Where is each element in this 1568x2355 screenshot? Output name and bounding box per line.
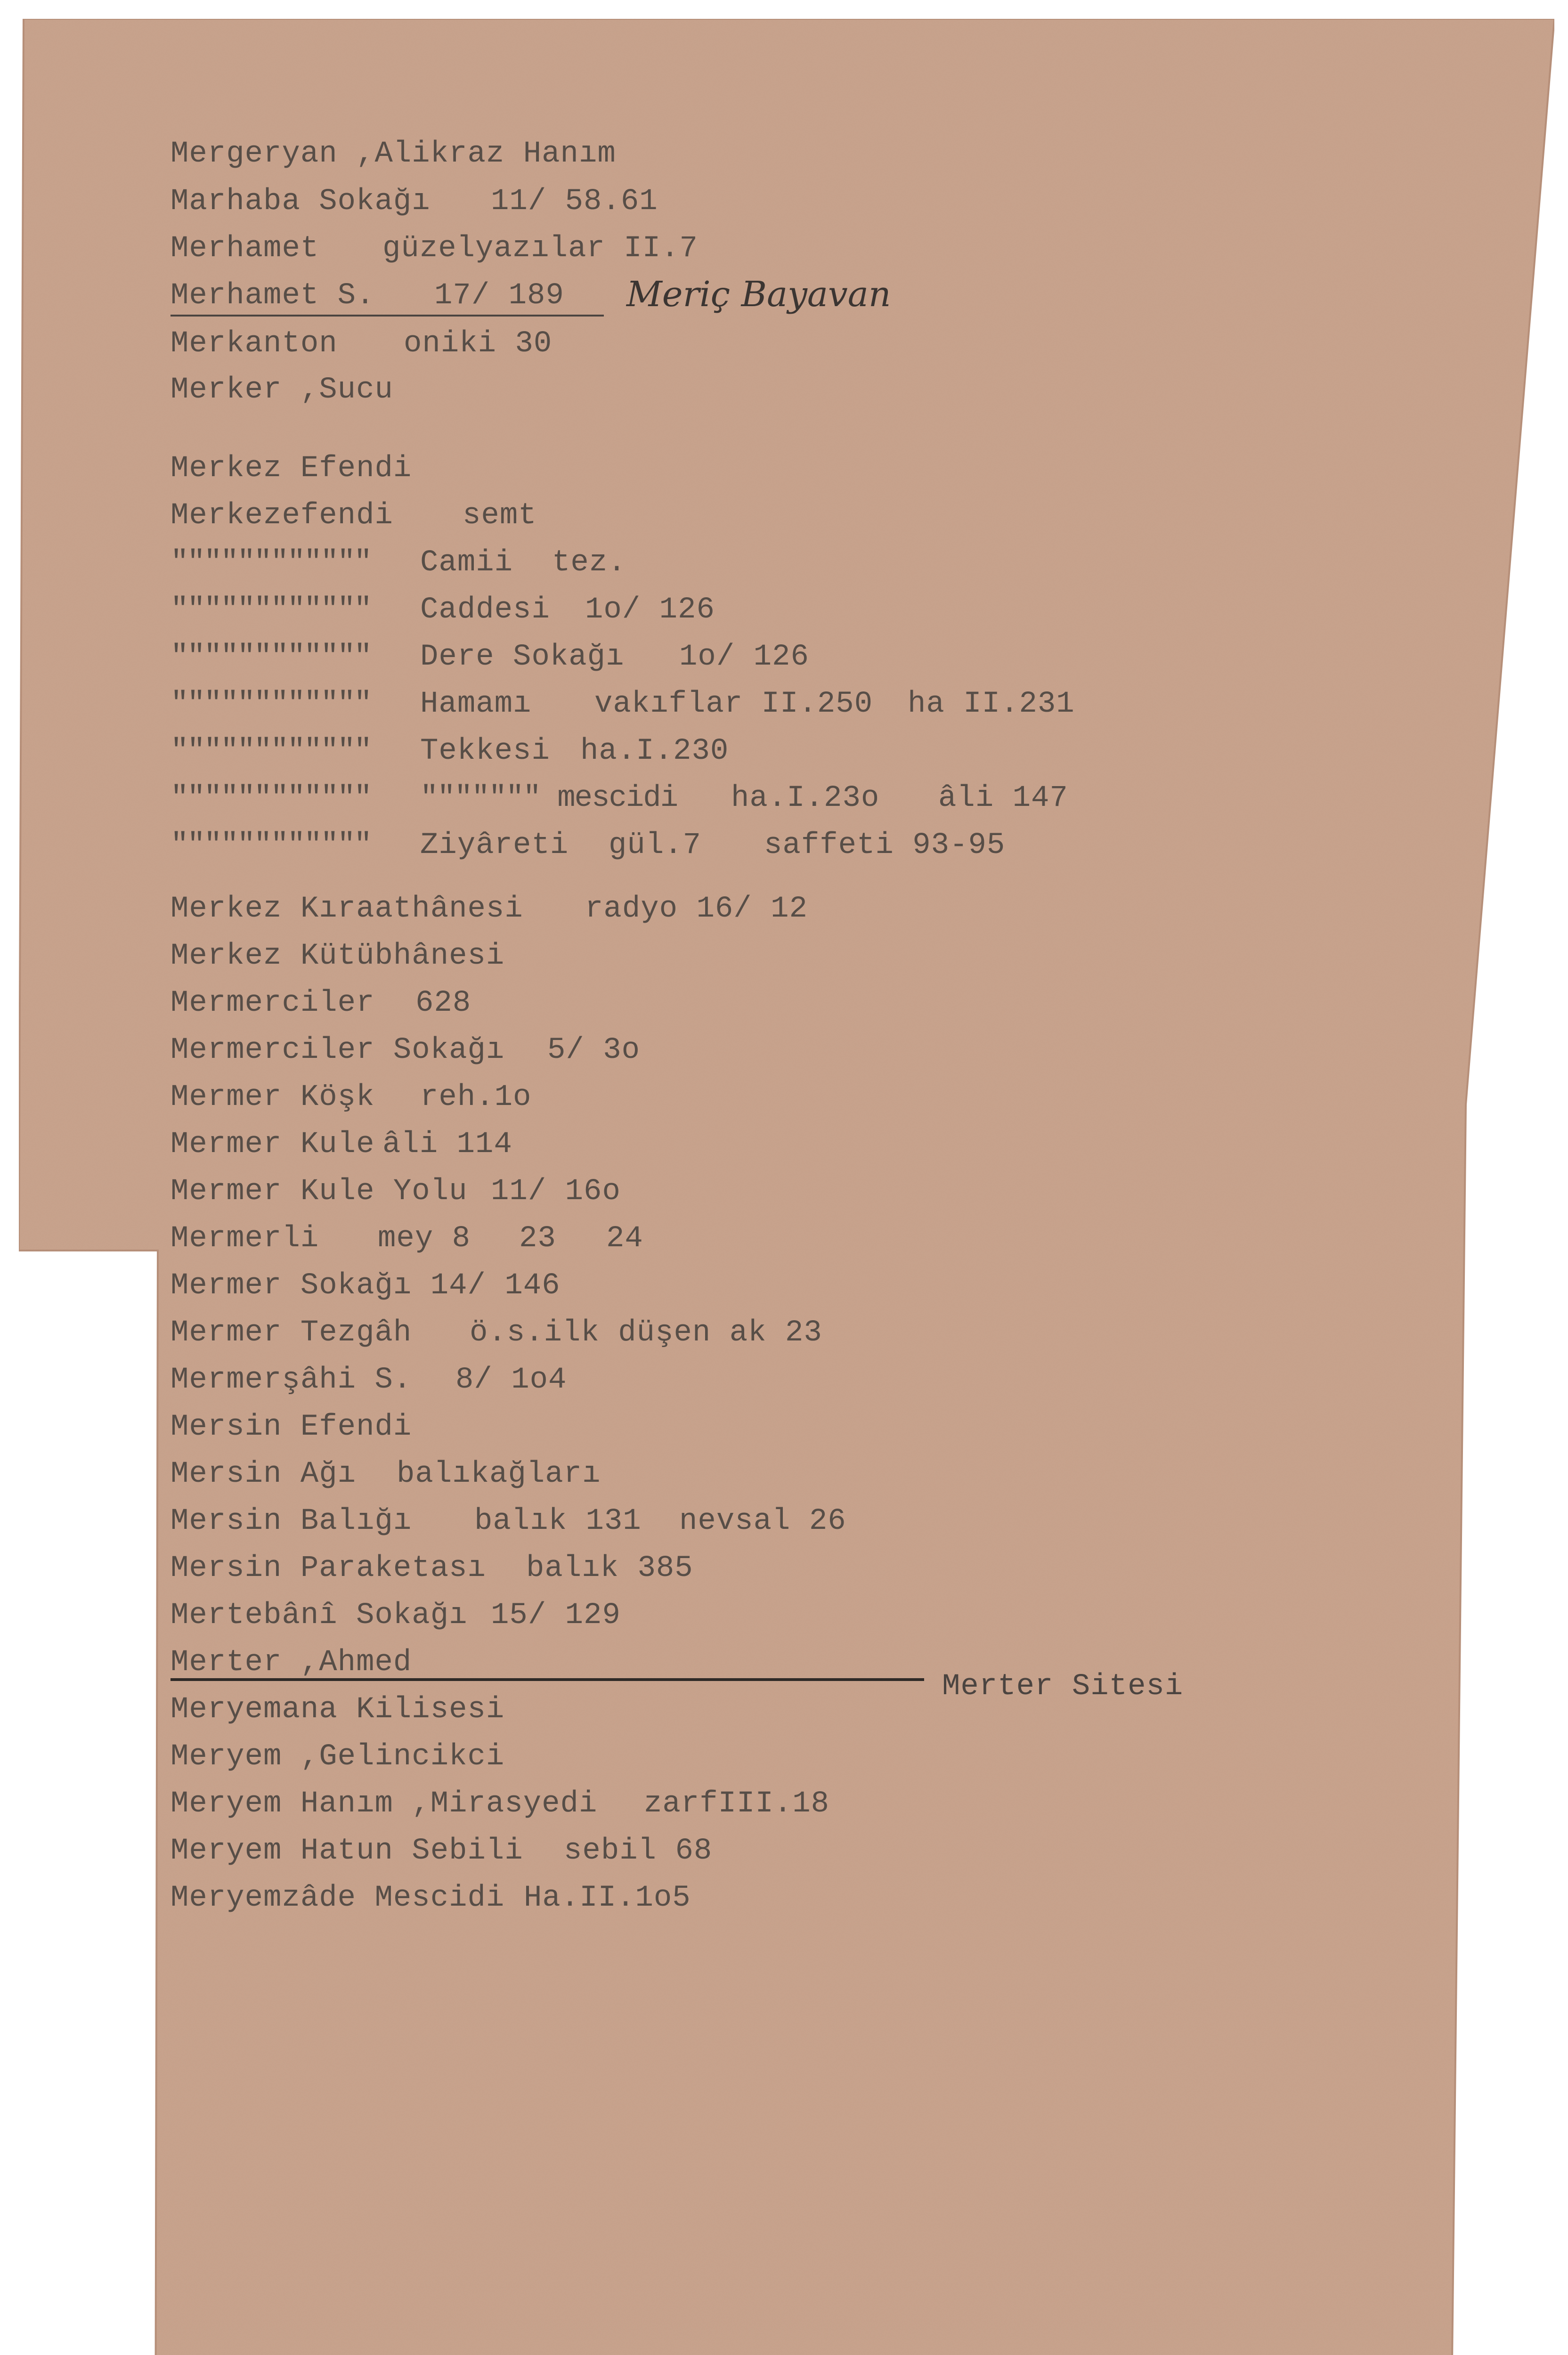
entry-18-name: Mermerciler xyxy=(171,986,375,1020)
entry-9-name: Camii xyxy=(420,546,513,580)
entry-19-ref: 5/ 3o xyxy=(547,1033,641,1067)
entry-23-name: Mermerli xyxy=(171,1222,319,1256)
entry-28-ref: balıkağları xyxy=(397,1457,601,1491)
entry-24-name: Mermer Sokağı 14/ 146 xyxy=(171,1269,561,1303)
entry-2-name: Marhaba Sokağı xyxy=(171,185,431,219)
entry-27-name: Mersin Efendi xyxy=(171,1410,412,1444)
entry-36-name: Meryem Hatun Sebili xyxy=(171,1834,523,1868)
entry-25-ref: ö.s.ilk düşen ak 23 xyxy=(470,1316,822,1350)
entry-11-name: Dere Sokağı xyxy=(420,640,625,674)
entry-17-name: Merkez Kütübhânesi xyxy=(171,939,505,973)
entry-32-name: Merter ,Ahmed xyxy=(171,1646,412,1680)
entry-35-name: Meryem Hanım ,Mirasyedi xyxy=(171,1787,598,1821)
entry-16-name: Merkez Kıraathânesi xyxy=(171,892,523,926)
entry-37-ref: Ha.II.1o5 xyxy=(524,1881,691,1915)
entry-35-ref: zarfIII.18 xyxy=(644,1787,830,1821)
entry-19-name: Mermerciler Sokağı xyxy=(171,1033,505,1067)
entry-21-ref: âli 114 xyxy=(382,1128,512,1161)
entry-15-ref-2: saffeti 93-95 xyxy=(764,828,1006,862)
entry-20-ref: reh.1o xyxy=(420,1080,532,1114)
entry-14-ref-1: ha.I.23o xyxy=(731,781,880,815)
entry-21-name: Mermer Kule xyxy=(171,1128,375,1161)
entry-20-name: Mermer Köşk xyxy=(171,1080,375,1114)
entry-9-ditto: """""""""""" xyxy=(171,546,371,580)
entry-26-name: Mermerşâhi S. xyxy=(171,1363,412,1397)
entry-4-ref: 17/ 189 xyxy=(434,279,564,313)
entry-30-ref: balık 385 xyxy=(526,1551,693,1585)
entry-11-ref: 1o/ 126 xyxy=(679,640,809,674)
entry-16-ref: radyo 16/ 12 xyxy=(585,892,808,926)
entry-29-ref-2: nevsal 26 xyxy=(679,1504,846,1538)
entry-13-ref: ha.I.230 xyxy=(580,734,729,768)
entry-15-ref-1: gül.7 xyxy=(609,828,702,862)
entry-23-ref-1: mey 8 xyxy=(378,1222,471,1256)
entry-14-ref-2: âli 147 xyxy=(938,781,1068,815)
entry-14-name: """"""" mescidi xyxy=(420,781,678,815)
entry-29-name: Mersin Balığı xyxy=(171,1504,412,1538)
entry-31-name: Mertebânî Sokağı xyxy=(171,1599,468,1632)
entry-36-ref: sebil 68 xyxy=(564,1834,713,1868)
entry-4-underline xyxy=(171,315,604,317)
entry-26-ref: 8/ 1o4 xyxy=(455,1363,567,1397)
side-note: Merter Sitesi xyxy=(942,1670,1184,1704)
entry-13-ditto: """""""""""" xyxy=(171,734,371,768)
entry-10-ref: 1o/ 126 xyxy=(585,593,715,627)
entry-34-name: Meryem ,Gelincikci xyxy=(171,1740,505,1774)
entry-25-name: Mermer Tezgâh xyxy=(171,1316,412,1350)
entry-6-name: Merker ,Sucu xyxy=(171,373,393,407)
entry-12-ref-2: ha II.231 xyxy=(908,687,1075,721)
entry-29-ref-1: balık 131 xyxy=(474,1504,642,1538)
entry-11-ditto: """""""""""" xyxy=(171,640,371,674)
entry-5-name: Merkanton xyxy=(171,327,338,361)
entry-28-name: Mersin Ağı xyxy=(171,1457,357,1491)
entry-9-ref: tez. xyxy=(552,546,626,580)
entry-15-ditto: """""""""""" xyxy=(171,828,371,862)
entry-3-name: Merhamet xyxy=(171,232,319,266)
entry-23-ref-3: 24 xyxy=(606,1222,643,1256)
entry-22-name: Mermer Kule Yolu xyxy=(171,1175,468,1209)
entry-8-name: Merkezefendi xyxy=(171,499,393,533)
entry-23-ref-2: 23 xyxy=(519,1222,556,1256)
handwritten-note: Meriç Bayavan xyxy=(626,274,891,315)
entry-37 xyxy=(171,1879,691,2030)
entry-31-ref: 15/ 129 xyxy=(491,1599,621,1632)
entry-2-ref: 11/ 58.61 xyxy=(491,185,658,219)
entry-8-ref: semt xyxy=(463,499,537,533)
entry-18-ref: 628 xyxy=(415,986,471,1020)
entry-12-name: Hamamı xyxy=(420,687,532,721)
entry-14-ditto: """""""""""" xyxy=(171,781,371,815)
entry-13-name: Tekkesi xyxy=(420,734,550,768)
entry-37-name: Meryemzâde Mescidi xyxy=(171,1881,505,1915)
entry-30-name: Mersin Paraketası xyxy=(171,1551,486,1585)
connector-line xyxy=(171,1678,924,1681)
entry-4-name: Merhamet S. xyxy=(171,279,375,313)
entry-7-name: Merkez Efendi xyxy=(171,452,412,486)
entry-10-name: Caddesi xyxy=(420,593,550,627)
entry-15-name: Ziyâreti xyxy=(420,828,569,862)
entry-22-ref: 11/ 16o xyxy=(491,1175,621,1209)
entry-3-ref: güzelyazılar II.7 xyxy=(382,232,698,266)
entry-12-ditto: """""""""""" xyxy=(171,687,371,721)
entry-12-ref-1: vakıflar II.250 xyxy=(594,687,873,721)
entry-1-name: Mergeryan ,Alikraz Hanım xyxy=(171,137,616,171)
entry-10-ditto: """""""""""" xyxy=(171,593,371,627)
entry-33-name: Meryemana Kilisesi xyxy=(171,1693,505,1727)
entry-5-ref: oniki 30 xyxy=(404,327,552,361)
